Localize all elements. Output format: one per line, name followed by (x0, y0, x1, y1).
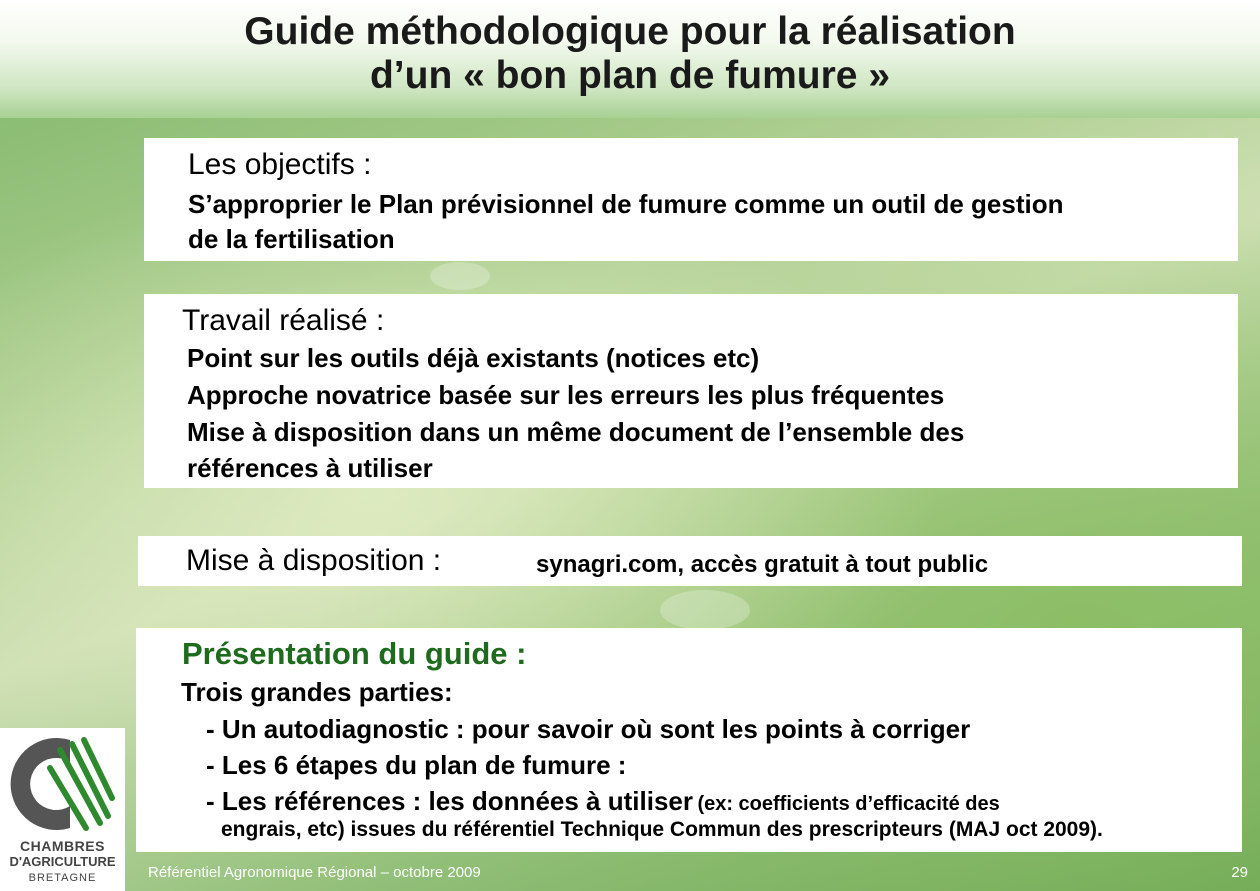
travail-box (144, 294, 1238, 488)
logo-emblem-icon (0, 728, 125, 838)
presentation-item-note: (ex: coefficients d’efficacité des (697, 793, 1000, 815)
objectifs-heading: Les objectifs : (188, 148, 372, 181)
page-number: 29 (1231, 864, 1248, 881)
mise-heading: Mise à disposition : (186, 544, 442, 577)
water-drop (430, 262, 490, 290)
objectifs-box (144, 138, 1238, 261)
chambres-agriculture-logo (0, 728, 125, 891)
page-title (0, 0, 1260, 98)
presentation-heading: Présentation du guide : (182, 636, 527, 671)
presentation-box (136, 628, 1242, 852)
presentation-item-main: - Les références : les données à utiliser (206, 786, 693, 816)
presentation-item-continuation: engrais, etc) issues du référentiel Technique Commun des prescripteurs (MAJ oct 2009). (221, 818, 1103, 841)
footer (138, 855, 1248, 891)
logo-line-3: BRETAGNE (28, 872, 97, 884)
title-line-2: d’un « bon plan de fumure » (369, 54, 891, 97)
title-line-1: Guide méthodologique pour la réalisation (244, 10, 1016, 53)
presentation-item (206, 783, 1000, 820)
travail-item: Approche novatrice basée sur les erreurs les plus fréquentes (187, 380, 945, 410)
travail-item: Mise à disposition dans un même document de l’ensemble des (187, 417, 965, 447)
objectifs-line: S’approprier le Plan prévisionnel de fumure comme un outil de gestion (188, 189, 1064, 219)
mise-box (138, 536, 1242, 586)
presentation-intro: Trois grandes parties: (181, 677, 453, 707)
logo-line-1: CHAMBRES (20, 838, 105, 854)
travail-item: Point sur les outils déjà existants (notices etc) (187, 343, 760, 373)
mise-detail: synagri.com, accès gratuit à tout public (536, 551, 989, 578)
travail-item: références à utiliser (187, 453, 433, 483)
footer-text: Référentiel Agronomique Régional – octobre 2009 (148, 864, 481, 881)
travail-heading: Travail réalisé : (182, 304, 385, 337)
presentation-item: - Un autodiagnostic : pour savoir où sont les points à corriger (206, 714, 971, 744)
logo-line-2: D'AGRICULTURE (9, 854, 116, 869)
water-drop (660, 590, 750, 630)
title-banner (0, 0, 1260, 118)
objectifs-line: de la fertilisation (188, 224, 395, 254)
presentation-item: - Les 6 étapes du plan de fumure : (206, 750, 627, 780)
